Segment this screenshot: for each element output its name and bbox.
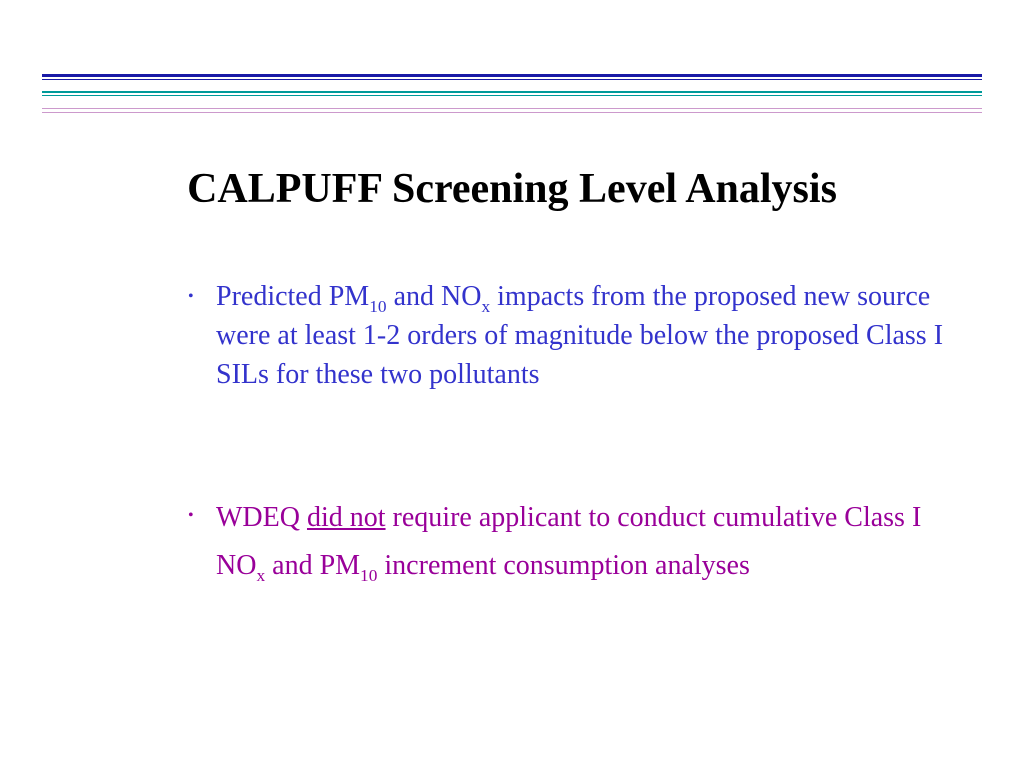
header-rule-pink (42, 108, 982, 109)
header-rule-blue-thin (42, 79, 982, 80)
bullet-icon: • (188, 507, 194, 524)
header-rule-pink-thin (42, 112, 982, 113)
header-rule-teal (42, 91, 982, 93)
slide-title: CALPUFF Screening Level Analysis (187, 166, 837, 212)
bullet-item-wdeq-requirement (188, 494, 948, 590)
bullet-icon: • (188, 288, 194, 305)
bullet-text: WDEQ did not require applicant to conduct cumulative Class I $NO_x$ and $PM_{10}$ increment consumption analyses (216, 502, 922, 585)
bullet-text: Predicted $PM_{10}$ and $NO_x$ impacts from the proposed new source were at least 1-2 orders of magnitude below the proposed Class I SILs for these two pollutants (216, 281, 944, 390)
bullet-item-pm10-nox-impacts (188, 277, 948, 394)
header-rule-teal-thin (42, 95, 982, 96)
header-rule-blue (42, 74, 982, 77)
underlined-phrase: did not (306, 502, 386, 533)
